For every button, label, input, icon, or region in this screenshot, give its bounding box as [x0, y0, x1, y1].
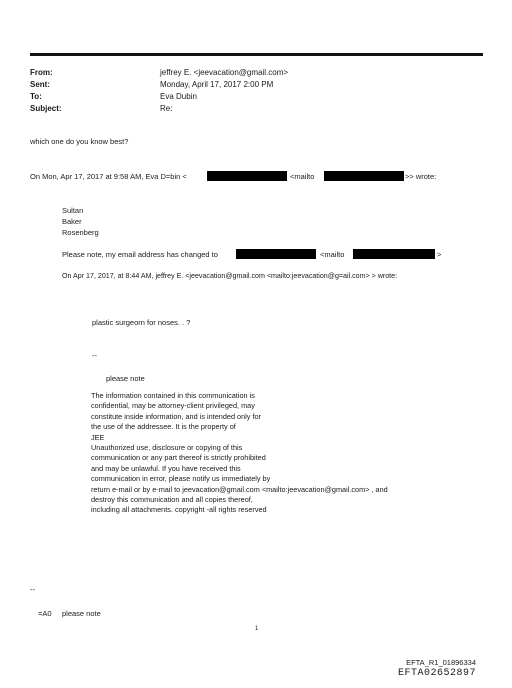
footer-a0: =A0 — [38, 609, 52, 618]
disclaimer-line: communication in error, please notify us immediately by — [91, 474, 271, 484]
name-rosenberg: Rosenberg — [62, 228, 99, 237]
bates-number-2: EFTA02652897 — [397, 668, 476, 679]
disclaimer-line: return e-mail or by e-mail to jeevacation@gmail.com <mailto:jeevacation@gmail.com> , and — [91, 484, 388, 494]
quote1-suffix: >> wrote: — [405, 172, 437, 181]
disclaimer-line: confidential, may be attorney-client privileged, may — [91, 401, 255, 411]
question-line: plastic surgeorn for noses. . ? — [92, 318, 191, 327]
please-note: please note — [106, 374, 145, 383]
redaction-bar — [324, 171, 404, 181]
signature-dashes: -- — [92, 351, 97, 360]
email-changed-suffix: > — [437, 250, 442, 259]
disclaimer-line: including all attachments. copyright -all rights reserved — [91, 505, 267, 515]
to-value: Eva Dubin — [160, 92, 197, 101]
footer-dashes: -- — [30, 585, 35, 594]
body-line-1: which one do you know best? — [30, 137, 129, 146]
sent-value: Monday, April 17, 2017 2:00 PM — [160, 80, 274, 89]
disclaimer-line: destroy this communication and all copies thereof, — [91, 495, 253, 505]
email-changed-mailto: <mailto — [320, 250, 345, 259]
subject-label: Subject: — [30, 104, 62, 113]
disclaimer-line: Unauthorized use, disclosure or copying of this — [91, 443, 243, 453]
footer-please-note: please note — [62, 609, 101, 618]
disclaimer-line: constitute inside information, and is intended only for — [91, 411, 261, 421]
from-value: jeffrey E. <jeevacation@gmail.com> — [160, 68, 289, 77]
disclaimer-line: and may be unlawful. If you have received this — [91, 463, 241, 473]
sent-label: Sent: — [30, 80, 50, 89]
disclaimer-line: The information contained in this communication is — [91, 391, 255, 400]
name-baker: Baker — [62, 217, 82, 226]
disclaimer-line: communication or any part thereof is strictly prohibited — [91, 453, 266, 463]
quote2-line: On Apr 17, 2017, at 8:44 AM, jeffrey E. <jeevacation@gmail.com <mailto:jeevacation@g=ail.com> > wrote: — [62, 272, 398, 280]
header-rule — [30, 53, 483, 56]
to-label: To: — [30, 92, 42, 101]
name-sultan: Sultan — [62, 206, 84, 215]
quote1-mailto: <mailto — [290, 172, 315, 181]
redaction-bar — [353, 249, 435, 259]
page-number: 1 — [255, 626, 259, 632]
subject-value: Re: — [160, 104, 173, 113]
redaction-bar — [236, 249, 316, 259]
disclaimer-block — [91, 391, 388, 516]
redaction-bar — [207, 171, 287, 181]
quote1-prefix: On Mon, Apr 17, 2017 at 9:58 AM, Eva D=bin < — [30, 172, 187, 181]
disclaimer-line: the use of the addressee. It is the property of — [91, 422, 236, 432]
email-changed-text: Please note, my email address has changed to — [62, 250, 218, 259]
from-label: From: — [30, 68, 53, 77]
bates-number-1: EFTA_R1_01896334 — [406, 658, 476, 667]
disclaimer-line: JEE — [91, 432, 105, 442]
